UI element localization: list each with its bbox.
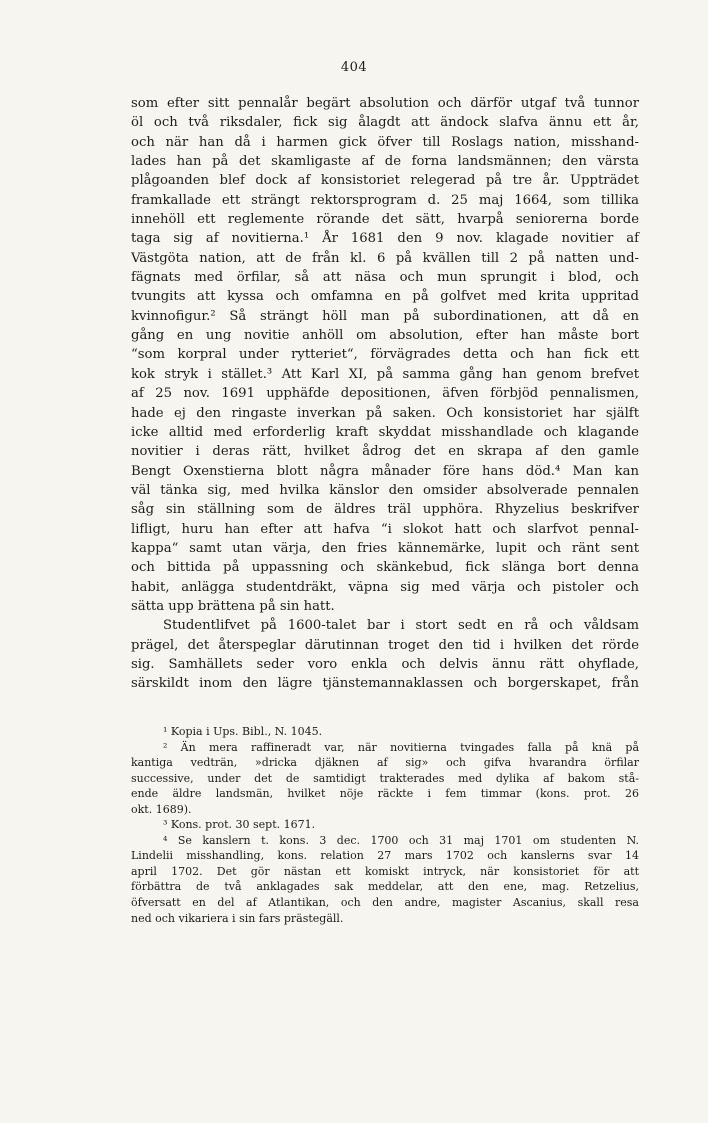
text-line: novitier i deras rätt, hvilket ådrog det en skrapa af den gamle xyxy=(131,444,639,460)
text-line: habit, anlägga studentdräkt, väpna sig med värja och pistoler och xyxy=(131,579,639,595)
text-line: lifligt, huru han efter att hafva “i slokot hatt och slarfvot pennal- xyxy=(131,521,639,537)
text-line: särskildt inom den lägre tjänstemannaklassen och borgerskapet, från xyxy=(131,676,639,692)
text-line: sig. Samhällets seder voro enkla och delvis ännu rätt ohyflade, xyxy=(131,656,639,672)
text-line: Västgöta nation, att de från kl. 6 på kvällen till 2 på natten und- xyxy=(131,250,639,266)
paragraph-end-line: sätta upp brättena på sin hatt. xyxy=(131,598,335,614)
text-line: öl och två riksdaler, fick sig ålagdt att ändock slafva ännu ett år, xyxy=(131,115,639,131)
text-line: kok stryk i stället.³ Att Karl XI, på samma gång han genom brefvet xyxy=(131,366,639,382)
footnote-line: successive, under det de samtidigt trakterades med dylika af bakom stå- xyxy=(131,771,639,785)
footnote-3: ³ Kons. prot. 30 sept. 1671. xyxy=(163,818,316,832)
text-line: icke alltid med erforderlig kraft skyddat misshandlade och klagande xyxy=(131,424,639,440)
text-line: fägnats med örfilar, så att näsa och mun sprungit i blod, och xyxy=(131,270,639,286)
footnote-line: förbättra de två anklagades sak meddelar, att den ene, mag. Retzelius, xyxy=(131,880,639,894)
text-line: väl tänka sig, med hvilka känslor den omsider absolverade pennalen xyxy=(131,482,639,498)
text-line: kvinnofigur.² Så strängt höll man på subordinationen, att då en xyxy=(131,308,639,324)
text-line: och bittida på uppassning och skänkebud, fick slänga bort denna xyxy=(131,560,639,576)
footnote-line: öfversatt en del af Atlantikan, och den andre, magister Ascanius, skall resa xyxy=(131,896,639,910)
footnote-line: april 1702. Det gör nästan ett komiskt intryck, när konsistoriet för att xyxy=(131,864,639,878)
text-line: plågoanden blef dock af konsistoriet relegerad på tre år. Uppträdet xyxy=(131,173,639,189)
footnote-line: ende äldre landsmän, hvilket nöje räckte i fem timmar (kons. prot. 26 xyxy=(131,787,639,801)
paragraph-start-line: Studentlifvet på 1600-talet bar i stort sedt en rå och våldsam xyxy=(163,618,639,634)
text-line: af 25 nov. 1691 upphäfde depositionen, äfven förbjöd pennalismen, xyxy=(131,386,639,402)
footnote-line: ned och vikariera i sin fars prästegäll. xyxy=(131,911,344,925)
footnotes xyxy=(131,724,639,926)
text-line: kappa“ samt utan värja, den fries kännemärke, lupit och ränt sent xyxy=(131,540,639,556)
footnote-line: Lindelii misshandling, kons. relation 27 mars 1702 och kanslerns svar 14 xyxy=(131,849,639,863)
text-line: såg sin ställning som de äldres träl upphöra. Rhyzelius beskrifver xyxy=(131,502,639,518)
text-line: taga sig af novitierna.¹ År 1681 den 9 nov. klagade novitier af xyxy=(131,231,639,247)
page-number: 404 xyxy=(340,60,368,75)
text-line: “som korpral under rytteriet“, förvägrades detta och han fick ett xyxy=(131,347,639,363)
text-line: som efter sitt pennalår begärt absolution och därför utgaf två tunnor xyxy=(131,96,639,111)
footnote-2: ² Än mera raffineradt var, när novitierna tvingades falla på knä på xyxy=(163,740,639,754)
footnote-1: ¹ Kopia i Ups. Bibl., N. 1045. xyxy=(163,725,323,738)
text-line: innehöll ett reglemente rörande det sätt, hvarpå seniorerna borde xyxy=(131,212,639,228)
text-line: och när han då i harmen gick öfver till Roslags nation, misshand- xyxy=(131,134,639,150)
footnote-line: okt. 1689). xyxy=(131,802,192,816)
text-line: hade ej den ringaste inverkan på saken. Och konsistoriet har själft xyxy=(131,405,639,421)
text-line: lades han på det skamligaste af de forna landsmännen; den värsta xyxy=(131,154,639,170)
text-line: prägel, det återspeglar därutinnan troget den tid i hvilken det rörde xyxy=(131,637,639,653)
text-line: framkallade ett strängt rektorsprogram d. 25 maj 1664, som tillika xyxy=(131,192,639,208)
text-line: gång en ung novitie anhöll om absolution, efter han måste bort xyxy=(131,328,639,344)
body-text xyxy=(131,94,639,694)
text-line: Bengt Oxenstierna blott några månader före hans död.⁴ Man kan xyxy=(131,463,639,479)
text-line: tvungits att kyssa och omfamna en på golfvet med krita uppritad xyxy=(131,289,639,305)
footnote-line: kantiga vedträn, »dricka djäknen af sig» och gifva hvarandra örfilar xyxy=(131,756,639,770)
footnote-4: ⁴ Se kanslern t. kons. 3 dec. 1700 och 31 maj 1701 om studenten N. xyxy=(163,833,639,847)
